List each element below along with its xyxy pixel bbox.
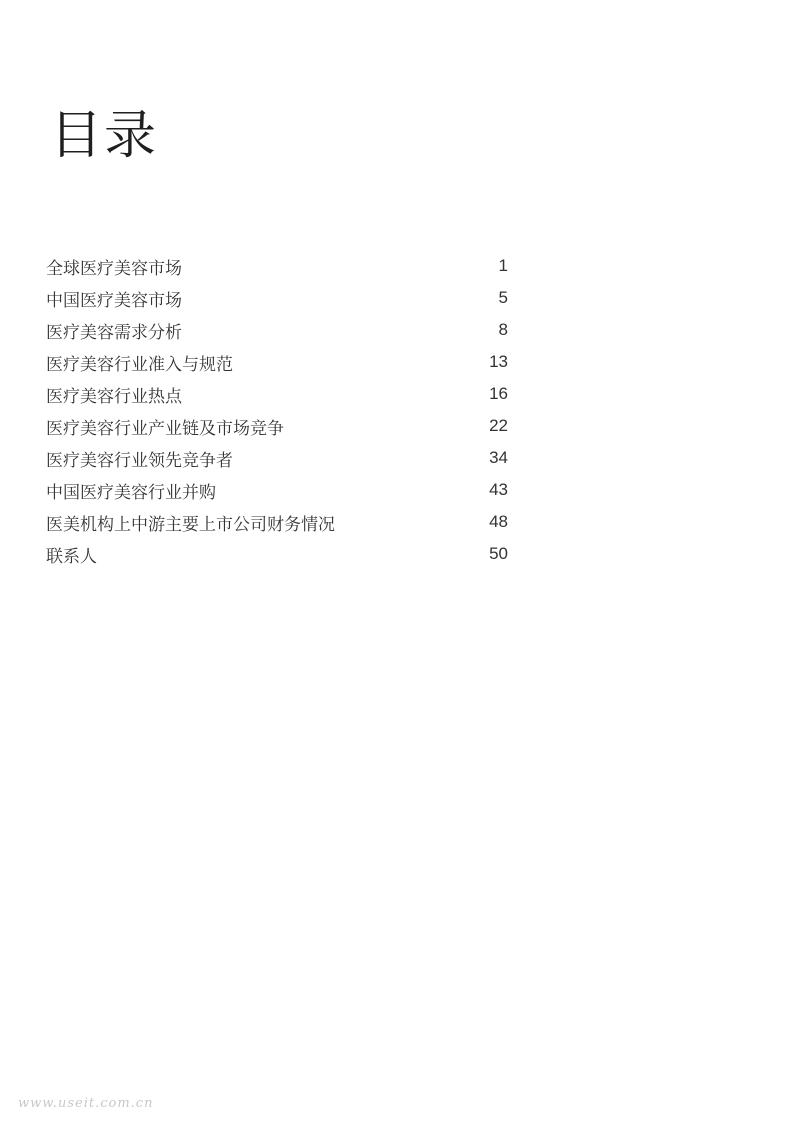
watermark-text: www.useit.com.cn: [18, 1096, 154, 1111]
toc-entry-label: 医疗美容行业领先竞争者: [46, 450, 233, 471]
toc-entry-page-number: 5: [498, 288, 508, 307]
toc-entry-industry-chain[interactable]: [46, 410, 508, 442]
toc-entry-label: 医疗美容行业准入与规范: [46, 354, 233, 375]
toc-entry-page-number: 16: [489, 384, 508, 403]
toc-entry-page-number: 8: [498, 320, 508, 339]
toc-entry-label: 中国医疗美容市场: [46, 290, 182, 311]
toc-entry-label: 医疗美容行业产业链及市场竞争: [46, 418, 284, 439]
toc-entry-label: 医疗美容需求分析: [46, 322, 182, 343]
toc-entry-label: 中国医疗美容行业并购: [46, 482, 216, 503]
toc-entry-demand-analysis[interactable]: [46, 314, 508, 346]
toc-entry-label: 医美机构上中游主要上市公司财务情况: [46, 514, 335, 535]
toc-entry-page-number: 50: [489, 544, 508, 563]
toc-entry-mergers[interactable]: [46, 474, 508, 506]
toc-entry-leading-competitors[interactable]: [46, 442, 508, 474]
toc-entry-page-number: 34: [489, 448, 508, 467]
toc-entry-global-market[interactable]: [46, 250, 508, 282]
page-title: 目录: [50, 106, 159, 166]
toc-entry-label: 医疗美容行业热点: [46, 386, 182, 407]
toc-entry-label: 联系人: [46, 546, 97, 567]
toc-entry-page-number: 22: [489, 416, 508, 435]
toc-entry-contacts[interactable]: [46, 538, 508, 570]
toc-entry-listed-company-financials[interactable]: [46, 506, 508, 538]
toc-entry-page-number: 48: [489, 512, 508, 531]
toc-entry-page-number: 13: [489, 352, 508, 371]
toc-entry-china-market[interactable]: [46, 282, 508, 314]
toc-entry-page-number: 43: [489, 480, 508, 499]
toc-entry-access-regulation[interactable]: [46, 346, 508, 378]
toc-entry-label: 全球医疗美容市场: [46, 258, 182, 279]
table-of-contents: [46, 250, 508, 570]
toc-entry-page-number: 1: [498, 256, 508, 275]
toc-entry-industry-hotspots[interactable]: [46, 378, 508, 410]
